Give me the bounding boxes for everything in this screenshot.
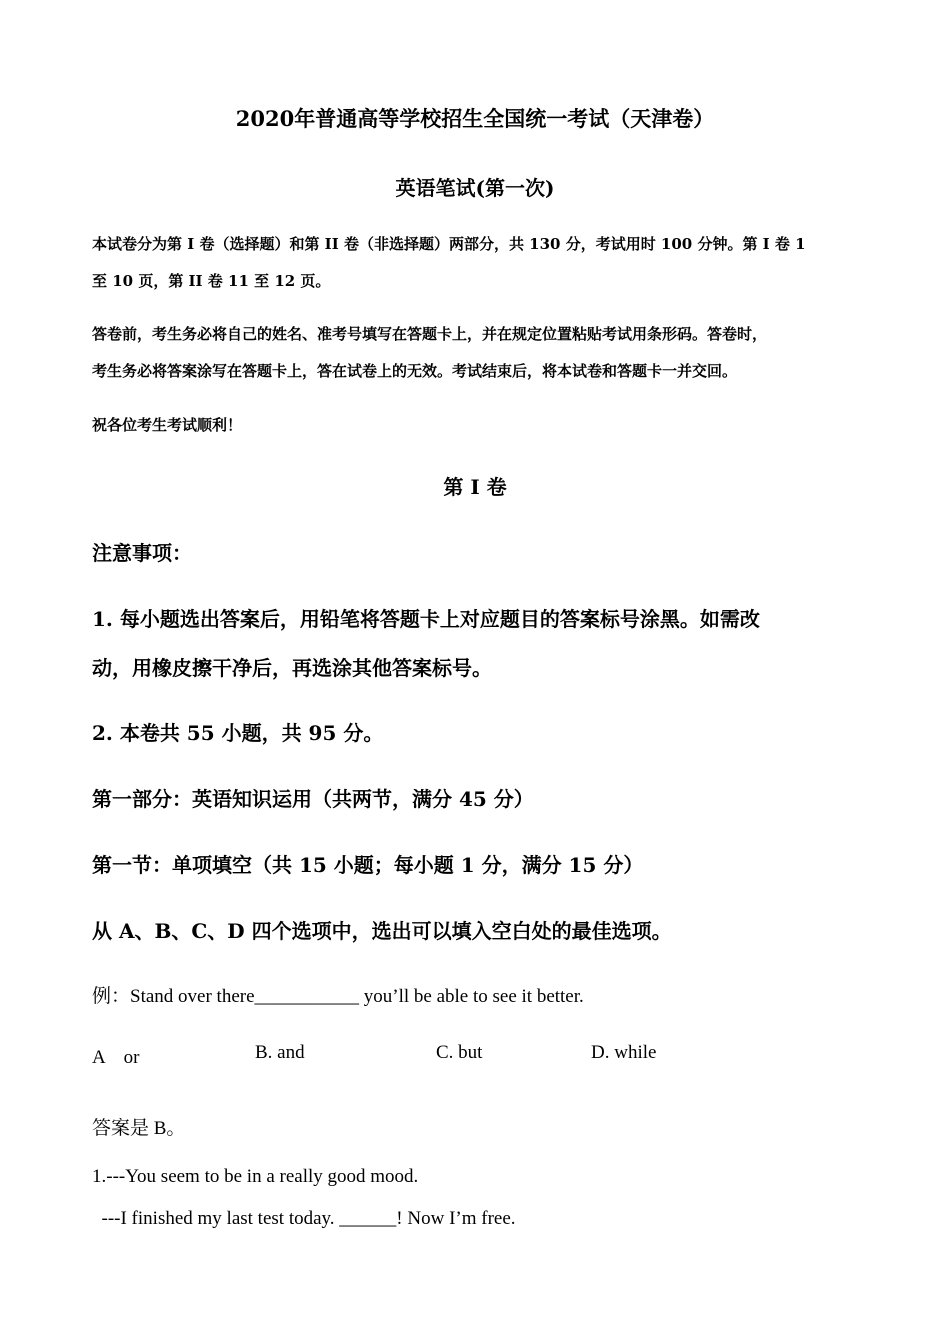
- question-1-line-2: ---I finished my last test today. ______! Now I’m free.: [92, 1208, 516, 1229]
- instruction: 从 A、B、C、D 四个选项中，选出可以填入空白处的最佳选项。: [92, 919, 672, 943]
- note-1-line-2: 动，用橡皮擦干净后，再选涂其他答案标号。: [92, 656, 492, 680]
- notes-heading: 注意事项：: [92, 541, 192, 565]
- volume-title: 第 I 卷: [443, 475, 507, 499]
- exam-title: 2020年普通高等学校招生全国统一考试（天津卷）: [235, 106, 715, 131]
- example-question: 例：Stand over there___________ you’ll be able to see it better.: [92, 986, 584, 1007]
- intro-line-2: 至 10 页，第 II 卷 11 至 12 页。: [92, 272, 331, 290]
- part-1-section-1-heading: 第一节：单项填空（共 15 小题；每小题 1 分，满分 15 分）: [92, 853, 644, 877]
- example-option-d: D. while: [591, 1042, 657, 1063]
- exam-subtitle: 英语笔试(第一次): [395, 176, 555, 200]
- intro-line-5: 祝各位考生考试顺利！: [92, 416, 243, 434]
- note-1-line-1: 1. 每小题选出答案后，用铅笔将答题卡上对应题目的答案标号涂黑。如需改: [92, 607, 760, 631]
- intro-line-4: 考生务必将答案涂写在答题卡上，答在试卷上的无效。考试结束后，将本试卷和答题卡一并交回。: [92, 362, 738, 380]
- intro-line-3: 答卷前，考生务必将自己的姓名、准考号填写在答题卡上，并在规定位置粘贴考试用条形码。答卷时，: [92, 325, 768, 343]
- note-2: 2. 本卷共 55 小题，共 95 分。: [92, 721, 384, 745]
- example-option-a: A or: [92, 1047, 140, 1068]
- example-option-c: C. but: [436, 1042, 483, 1063]
- example-answer: 答案是 B。: [92, 1118, 186, 1139]
- part-1-heading: 第一部分：英语知识运用（共两节，满分 45 分）: [92, 787, 534, 811]
- example-option-b: B. and: [255, 1042, 305, 1063]
- question-1-line-1: 1.---You seem to be in a really good mood.: [92, 1166, 419, 1187]
- intro-line-1: 本试卷分为第 I 卷（选择题）和第 II 卷（非选择题）两部分，共 130 分，考试用时 100 分钟。第 I 卷 1: [92, 235, 806, 253]
